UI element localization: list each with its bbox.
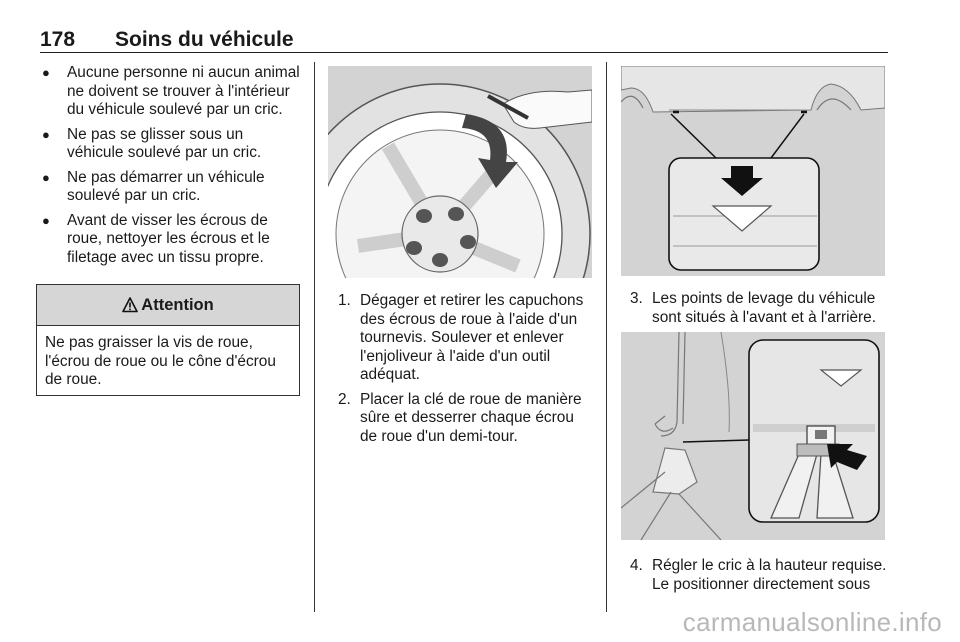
list-item: 4. Régler le cric à la hauteur requise. Le positionner directement sous (630, 557, 887, 593)
page-number: 178 (40, 28, 76, 51)
bullet-icon: ● (42, 212, 50, 228)
warning-triangle-icon (122, 297, 138, 313)
step-list-4 (630, 557, 892, 600)
jack-positioning-illustration (621, 332, 885, 540)
column-divider (606, 62, 607, 612)
bullet-icon: ● (42, 65, 50, 80)
lifting-points-figure (621, 66, 885, 276)
column-divider (314, 62, 315, 612)
attention-text: Ne pas graisser la vis de roue, l'écrou de roue ou le cône d'écrou de roue. (45, 334, 276, 388)
safety-bullet-list (40, 64, 302, 273)
list-item: 3. Les points de levage du véhicule sont situés à l'avant et à l'arrière. (630, 290, 877, 326)
attention-title: Attention (141, 295, 214, 314)
attention-header (37, 285, 299, 326)
wheel-hubcap-illustration (328, 66, 592, 278)
list-item: 1. Dégager et retirer les capuchons des écrous de roue à l'aide d'un tournevis. Soulever et enlever l'enjoliveur à l'aide d'un outil adéquat. (338, 292, 584, 383)
list-item: ● Aucune personne ni aucun animal ne doivent se trouver à l'intérieur du véhicule soulevé par un cric. (42, 64, 300, 118)
section-title: Soins du véhicule (115, 28, 294, 51)
bullet-icon: ● (42, 126, 50, 142)
watermark: carmanualsonline.info (682, 607, 942, 637)
attention-box (36, 284, 300, 396)
lifting-points-illustration (621, 66, 885, 276)
list-item: ● Ne pas se glisser sous un véhicule soulevé par un cric. (42, 125, 262, 161)
page-header (40, 26, 888, 53)
list-item: 2. Placer la clé de roue de manière sûre et desserrer chaque écrou de roue d'un demi-tour. (338, 390, 582, 445)
step-list-3 (630, 290, 888, 333)
bullet-icon: ● (42, 169, 50, 185)
step-list-1-2 (338, 292, 594, 452)
list-item: ● Avant de visser les écrous de roue, nettoyer les écrous et le filetage avec un tissu propre. (42, 211, 270, 266)
list-item: ● Ne pas démarrer un véhicule soulevé par un cric. (42, 168, 265, 204)
wheel-hubcap-figure (328, 66, 592, 278)
jack-position-figure (621, 332, 885, 540)
